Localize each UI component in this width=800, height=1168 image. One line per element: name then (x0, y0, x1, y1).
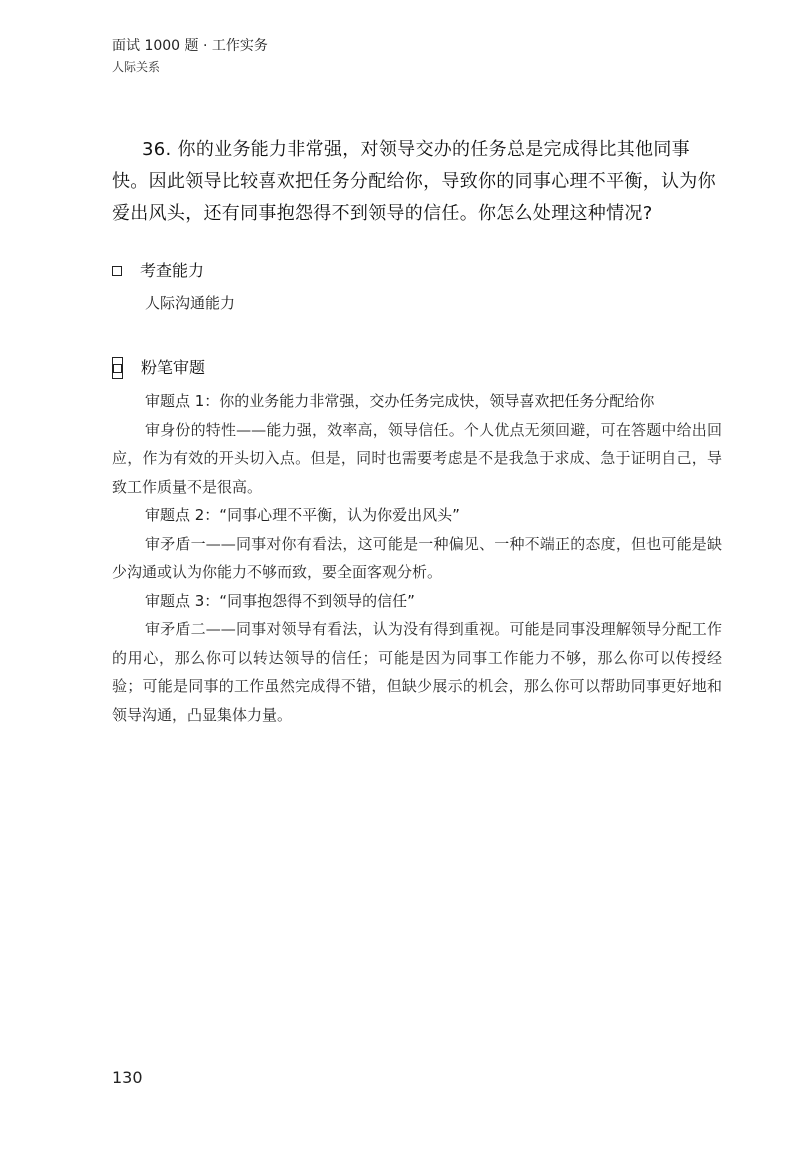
review-point-1: 审题点 1：你的业务能力非常强，交办任务完成快，领导喜欢把任务分配给你 (145, 392, 655, 410)
review-point-3: 审题点 3：“同事抱怨得不到领导的信任” (145, 591, 415, 610)
review-analysis-3: 审矛盾二——同事对领导有看法，认为没有得到重视。可能是同事没理解领导分配工作的用心，那么你可以转达领导的信任；可能是因为同事工作能力不够，那么你可以传授经验；可能是同事的工作虽然完成得不错，但缺少展示的机会，那么你可以帮助同事更好地和领导沟通，凸显集体力量。 (112, 620, 722, 724)
review-analysis-2: 审矛盾一——同事对你有看法，这可能是一种偏见、一种不端正的态度，但也可能是缺少沟通或认为你能力不够而致，要全面客观分析。 (112, 534, 722, 581)
review-body (112, 387, 722, 729)
book-title: 面试 1000 题 · 工作实务 (112, 38, 268, 54)
running-header (112, 36, 268, 76)
ability-heading-label: 考查能力 (140, 261, 205, 280)
bookmark-icon (112, 357, 123, 379)
review-heading-label: 粉笔审题 (141, 358, 206, 377)
ability-section-heading (112, 260, 204, 282)
page-number: 130 (112, 1068, 143, 1087)
question-text: 36. 你的业务能力非常强，对领导交办的任务总是完成得比其他同事快。因此领导比较喜欢把任务分配给你，导致你的同事心理不平衡，认为你爱出风头，还有同事抱怨得不到领导的信任。你怎么处理这种情况? (112, 139, 716, 224)
ability-content: 人际沟通能力 (145, 294, 236, 312)
review-section-heading (112, 357, 205, 379)
square-bullet-icon (112, 266, 122, 276)
chapter-title: 人际关系 (112, 60, 161, 74)
review-point-2: 审题点 2：“同事心理不平衡，认为你爱出风头” (145, 506, 460, 524)
review-analysis-1: 审身份的特性——能力强，效率高，领导信任。个人优点无须回避，可在答题中给出回应，作为有效的开头切入点。但是，同时也需要考虑是不是我急于求成、急于证明自己，导致工作质量不是很高。 (112, 420, 722, 496)
